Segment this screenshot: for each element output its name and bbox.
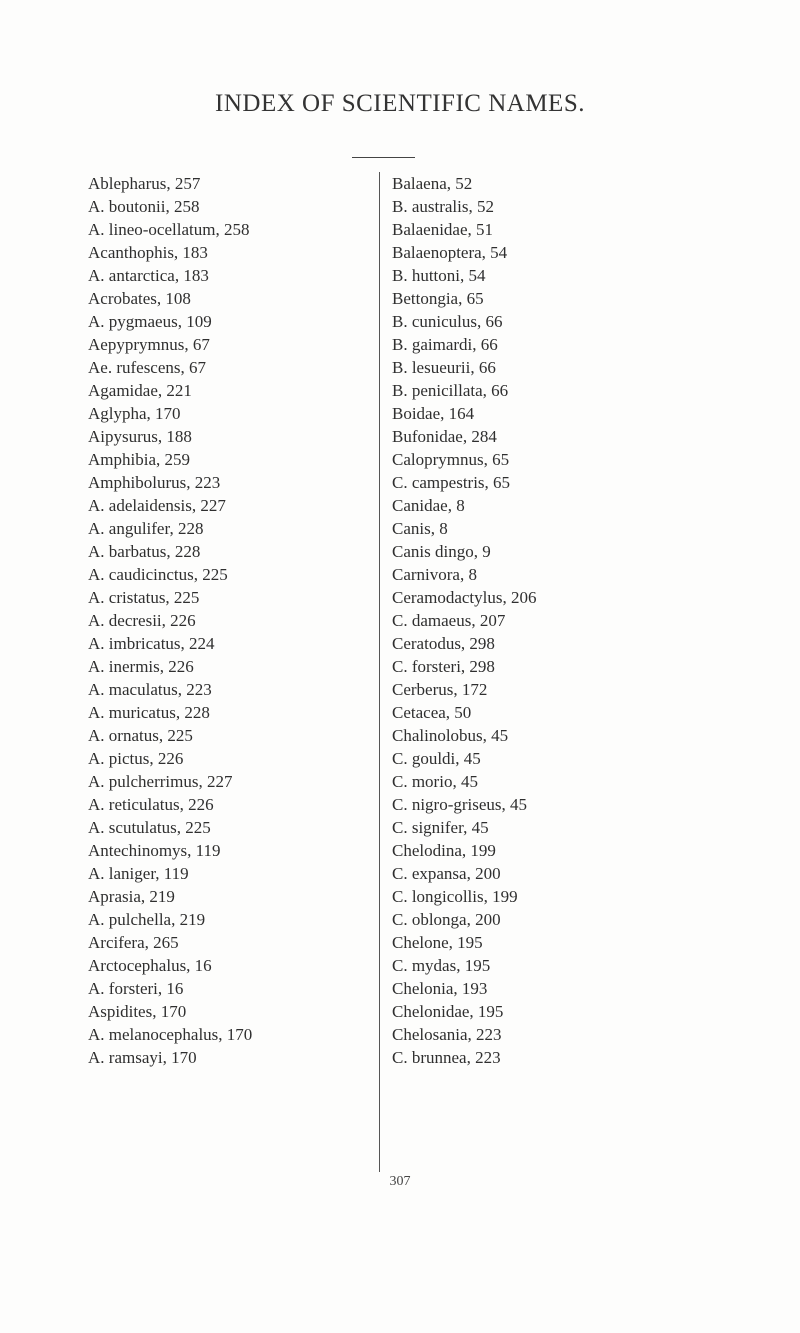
index-entry: Cetacea, 50 xyxy=(392,703,472,722)
index-entry: Bufonidae, 284 xyxy=(392,427,497,446)
index-entry: A. decresii, 226 xyxy=(88,611,196,630)
index-entry: A. cristatus, 225 xyxy=(88,588,200,607)
index-entry: Canis dingo, 9 xyxy=(392,542,491,561)
index-entry: Aepyprymnus, 67 xyxy=(88,335,210,354)
index-entry: B. lesueurii, 66 xyxy=(392,358,496,377)
index-entry: Chelonidae, 195 xyxy=(392,1002,504,1021)
index-entry: B. penicillata, 66 xyxy=(392,381,509,400)
index-entry: Balaena, 52 xyxy=(392,174,473,193)
index-entry: Amphibolurus, 223 xyxy=(88,473,221,492)
index-entry: C. morio, 45 xyxy=(392,772,478,791)
index-entry: Aspidites, 170 xyxy=(88,1002,187,1021)
index-entry: A. boutonii, 258 xyxy=(88,197,200,216)
index-entry: B. australis, 52 xyxy=(392,197,494,216)
index-entry: Carnivora, 8 xyxy=(392,565,477,584)
page-title: INDEX OF SCIENTIFIC NAMES. xyxy=(215,90,585,117)
index-entry: C. longicollis, 199 xyxy=(392,887,518,906)
index-entry: A. muricatus, 228 xyxy=(88,703,210,722)
index-entry: Chelodina, 199 xyxy=(392,841,496,860)
column-divider xyxy=(379,172,380,1172)
page-number: 307 xyxy=(389,1174,411,1189)
index-entry: A. melanocephalus, 170 xyxy=(88,1025,253,1044)
index-entry: C. signifer, 45 xyxy=(392,818,489,837)
index-entry: A. maculatus, 223 xyxy=(88,680,212,699)
index-entry: Ceratodus, 298 xyxy=(392,634,495,653)
index-entry: Acrobates, 108 xyxy=(88,289,191,308)
index-entry: A. reticulatus, 226 xyxy=(88,795,214,814)
index-entry: A. pulchella, 219 xyxy=(88,910,206,929)
index-entry: Amphibia, 259 xyxy=(88,450,190,469)
index-entry: Caloprymnus, 65 xyxy=(392,450,510,469)
index-entry: A. adelaidensis, 227 xyxy=(88,496,226,515)
index-entry: B. huttoni, 54 xyxy=(392,266,486,285)
index-entry: C. expansa, 200 xyxy=(392,864,501,883)
index-entry: Agamidae, 221 xyxy=(88,381,192,400)
right-index-column xyxy=(392,172,712,1069)
index-entry: A. ornatus, 225 xyxy=(88,726,193,745)
index-entry: C. brunnea, 223 xyxy=(392,1048,501,1067)
index-entry: Aipysurus, 188 xyxy=(88,427,192,446)
index-entry: A. angulifer, 228 xyxy=(88,519,204,538)
index-entry: A. lineo-ocellatum, 258 xyxy=(88,220,250,239)
index-entry: A. caudicinctus, 225 xyxy=(88,565,228,584)
index-entry: A. forsteri, 16 xyxy=(88,979,184,998)
index-entry: Ae. rufescens, 67 xyxy=(88,358,207,377)
index-entry: Ablepharus, 257 xyxy=(88,174,201,193)
index-entry: Chelonia, 193 xyxy=(392,979,488,998)
index-entry: Chelosania, 223 xyxy=(392,1025,502,1044)
index-entry: A. laniger, 119 xyxy=(88,864,189,883)
index-entry: A. barbatus, 228 xyxy=(88,542,201,561)
index-entry: A. pygmaeus, 109 xyxy=(88,312,212,331)
index-entry: A. scutulatus, 225 xyxy=(88,818,211,837)
index-entry: A. imbricatus, 224 xyxy=(88,634,215,653)
index-entry: Balaenidae, 51 xyxy=(392,220,494,239)
index-entry: C. damaeus, 207 xyxy=(392,611,506,630)
index-entry: Boidae, 164 xyxy=(392,404,475,423)
index-entry: Acanthophis, 183 xyxy=(88,243,208,262)
index-entry: Cerberus, 172 xyxy=(392,680,488,699)
index-entry: C. mydas, 195 xyxy=(392,956,491,975)
left-index-column xyxy=(88,172,378,1069)
index-entry: B. gaimardi, 66 xyxy=(392,335,498,354)
index-entry: Arctocephalus, 16 xyxy=(88,956,212,975)
index-entry: Chalinolobus, 45 xyxy=(392,726,509,745)
index-entry: Chelone, 195 xyxy=(392,933,483,952)
index-entry: A. ramsayi, 170 xyxy=(88,1048,197,1067)
index-entry: B. cuniculus, 66 xyxy=(392,312,503,331)
index-entry: A. inermis, 226 xyxy=(88,657,194,676)
index-entry: C. nigro-griseus, 45 xyxy=(392,795,528,814)
index-entry: Ceramodactylus, 206 xyxy=(392,588,537,607)
index-entry: Aprasia, 219 xyxy=(88,887,175,906)
index-entry: C. gouldi, 45 xyxy=(392,749,481,768)
index-entry: Aglypha, 170 xyxy=(88,404,181,423)
index-entry: Arcifera, 265 xyxy=(88,933,179,952)
index-entry: Bettongia, 65 xyxy=(392,289,484,308)
title-rule xyxy=(352,157,415,158)
index-entry: Canidae, 8 xyxy=(392,496,465,515)
index-entry: C. campestris, 65 xyxy=(392,473,511,492)
index-entry: C. forsteri, 298 xyxy=(392,657,495,676)
index-entry: Antechinomys, 119 xyxy=(88,841,221,860)
index-entry: C. oblonga, 200 xyxy=(392,910,501,929)
index-entry: Canis, 8 xyxy=(392,519,448,538)
index-entry: A. pictus, 226 xyxy=(88,749,184,768)
index-entry: A. pulcherrimus, 227 xyxy=(88,772,233,791)
index-entry: A. antarctica, 183 xyxy=(88,266,209,285)
index-entry: Balaenoptera, 54 xyxy=(392,243,508,262)
